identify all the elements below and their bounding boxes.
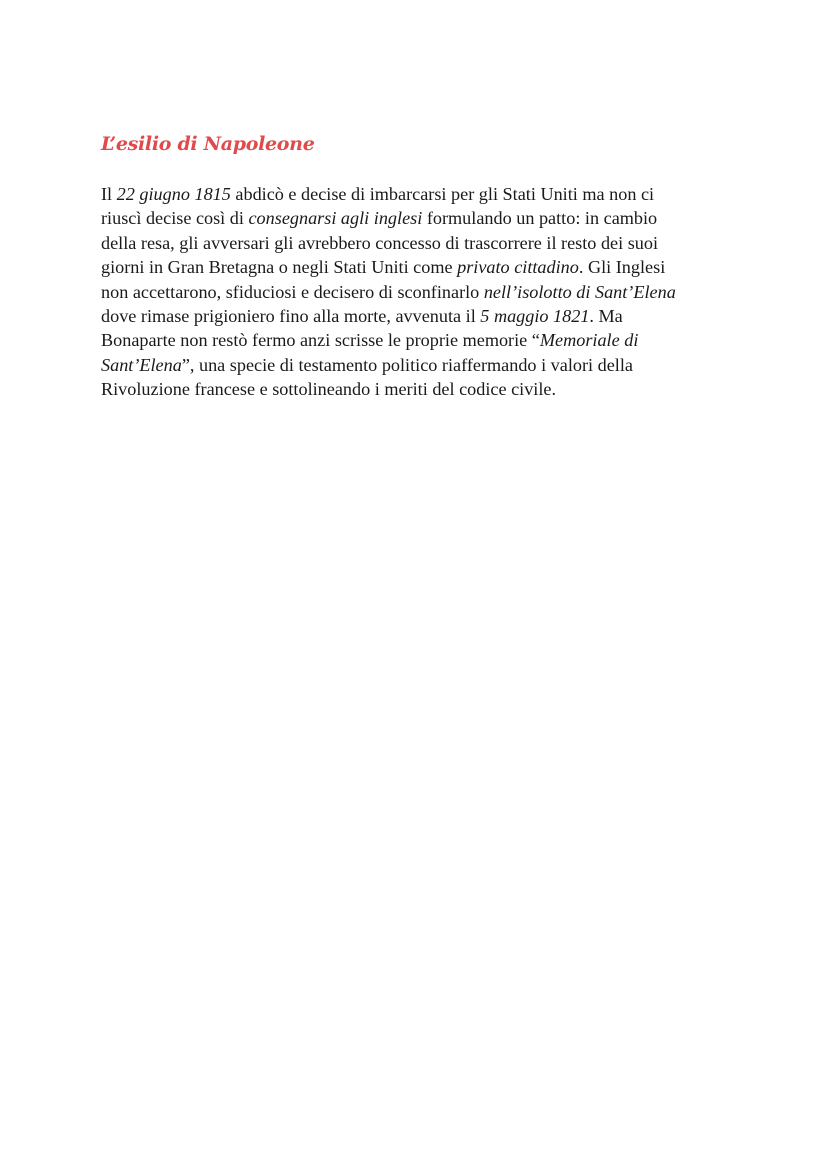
emphasized-text: privato cittadino — [457, 257, 579, 278]
text-run: giorni in Gran Bretagna o negli Stati Uniti come — [101, 257, 458, 278]
text-line — [101, 231, 741, 255]
text-line — [101, 377, 741, 401]
document-title: L’esilio di Napoleone — [101, 133, 315, 155]
text-run: Il — [101, 184, 117, 204]
text-run: formulando un patto: in cambio — [422, 208, 658, 229]
text-line — [101, 255, 741, 279]
text-line — [101, 182, 741, 206]
emphasized-text: 5 maggio 1821 — [480, 306, 590, 327]
emphasized-text: 22 giugno 1815 — [116, 184, 231, 204]
text-run: ”, una specie di testamento politico riaffermando i valori della — [181, 354, 633, 375]
text-run: Rivoluzione francese e sottolineando i meriti del codice civile. — [101, 379, 557, 400]
text-line — [101, 353, 741, 377]
text-line — [101, 304, 741, 328]
emphasized-text: Memoriale di — [539, 330, 639, 351]
text-run: dove rimase prigioniero fino alla morte, avvenuta il — [101, 306, 481, 327]
emphasized-text: nell’isolotto di Sant’Elena — [483, 281, 676, 302]
text-line — [101, 328, 741, 352]
body-paragraph — [101, 182, 741, 402]
text-run: Bonaparte non restò fermo anzi scrisse le proprie memorie “ — [101, 330, 540, 351]
text-run: riuscì decise così di — [101, 208, 249, 229]
emphasized-text: consegnarsi agli inglesi — [248, 208, 423, 229]
text-line — [101, 206, 741, 230]
text-line — [101, 280, 741, 304]
text-run: non accettarono, sfiduciosi e decisero di sconfinarlo — [101, 281, 484, 302]
text-run: abdicò e decise di imbarcarsi per gli Stati Uniti ma non ci — [230, 184, 655, 204]
text-run: della resa, gli avversari gli avrebbero concesso di trascorrere il resto dei suoi — [101, 232, 659, 253]
text-run: . Ma — [589, 306, 623, 327]
text-run: . Gli Inglesi — [578, 257, 666, 278]
emphasized-text: Sant’Elena — [101, 354, 182, 375]
